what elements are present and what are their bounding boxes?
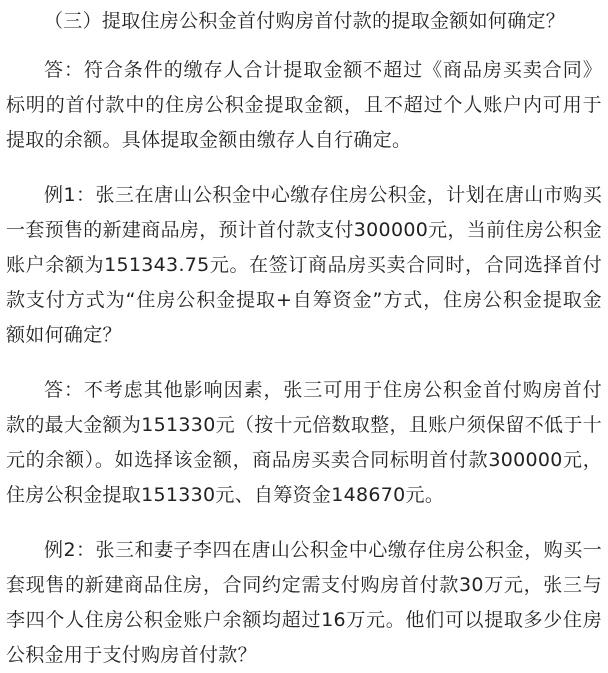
example-paragraph-1: 例1：张三在唐山公积金中心缴存住房公积金，计划在唐山市购买一套预售的新建商品房，预计首付款支付300000元，当前住房公积金账户余额为151343.75元。在签订商品房买卖合同时，合同选择首付款支付方式为“住房公积金提取+自筹资金”方式，住房公积金提取金额如何确定？ [6,184,602,346]
article-body [6,0,602,673]
section-heading: （三）提取住房公积金首付购房首付款的提取金额如何确定？ [44,10,566,32]
answer-paragraph-2: 答：不考虑其他影响因素，张三可用于住房公积金首付购房首付款的最大金额为151330元（按十元倍数取整，且账户须保留不低于十元的余额）。如选择该金额，商品房买卖合同标明首付款300000元，住房公积金提取151330元、自筹资金148670元。 [6,379,602,506]
answer-paragraph-1: 答：符合条件的缴存人合计提取金额不超过《商品房买卖合同》标明的首付款中的住房公积金提取金额，且不超过个人账户内可用于提取的余额。具体提取金额由缴存人自行确定。 [6,59,602,151]
example-paragraph-2: 例2：张三和妻子李四在唐山公积金中心缴存住房公积金，购买一套现售的新建商品住房，合同约定需支付购房首付款30万元，张三与李四个人住房公积金账户余额均超过16万元。他们可以提取多少住房公积金用于支付购房首付款？ [6,539,602,666]
